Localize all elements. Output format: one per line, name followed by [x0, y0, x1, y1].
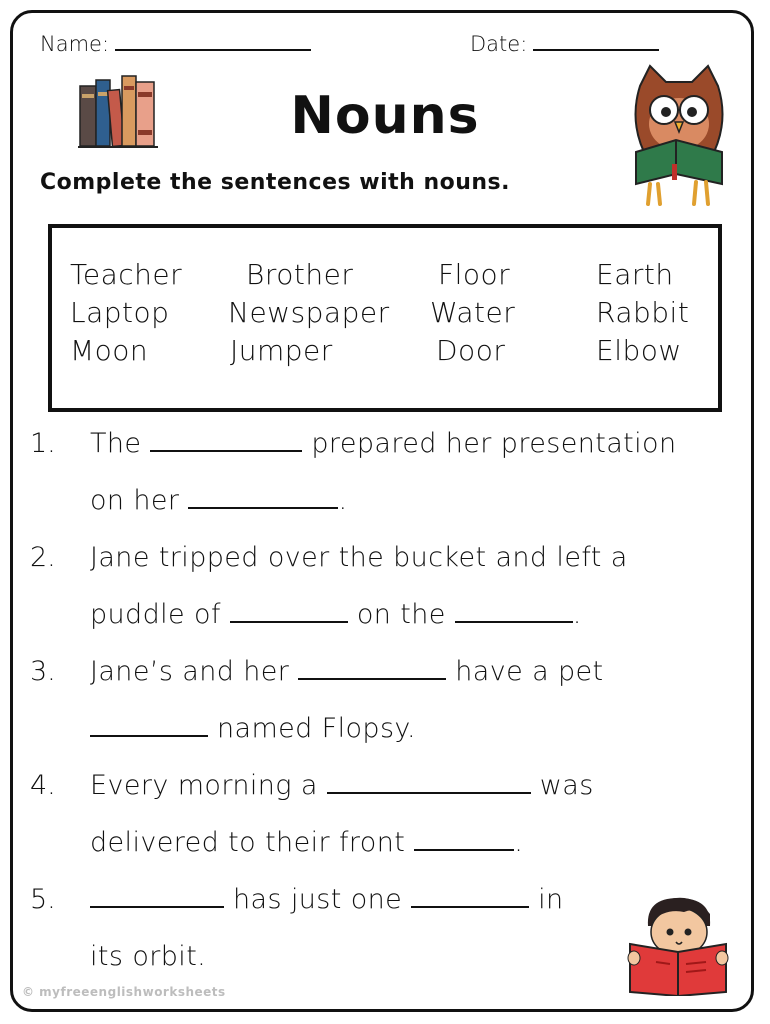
- answer-blank[interactable]: [414, 831, 514, 851]
- answer-blank[interactable]: [90, 717, 208, 737]
- sentence-text: have a pet: [455, 656, 604, 687]
- question-number: 5.: [30, 884, 56, 915]
- name-field: [40, 32, 311, 56]
- question-3-line-2: [90, 713, 416, 744]
- answer-blank[interactable]: [455, 603, 573, 623]
- sentence-text: .: [514, 827, 524, 858]
- sentence-text: on her: [90, 485, 180, 516]
- sentence-text: its orbit.: [90, 941, 207, 972]
- name-label: Name:: [40, 32, 110, 56]
- question-2-line-2: [90, 599, 582, 630]
- word-bank-item: Door: [436, 334, 506, 367]
- page-title: Nouns: [290, 86, 480, 146]
- question-2-line-1: [90, 542, 628, 573]
- word-bank-item: Jumper: [230, 334, 333, 367]
- instruction-text: Complete the sentences with nouns.: [40, 170, 510, 195]
- word-bank-item: Elbow: [596, 334, 682, 367]
- answer-blank[interactable]: [298, 660, 446, 680]
- sentence-text: has just one: [232, 884, 403, 915]
- sentence-text: puddle of: [90, 599, 221, 630]
- answer-blank[interactable]: [188, 489, 338, 509]
- word-bank-item: Earth: [596, 258, 674, 291]
- sentence-text: .: [572, 599, 582, 630]
- word-bank-item: Brother: [246, 258, 354, 291]
- sentence-text: on the: [356, 599, 446, 630]
- sentence-text: prepared her presentation: [311, 428, 677, 459]
- question-number: 3.: [30, 656, 56, 687]
- answer-blank[interactable]: [150, 432, 302, 452]
- sentence-text: Jane’s and her: [90, 656, 290, 687]
- question-3-line-1: [90, 656, 604, 687]
- question-1-line-1: [90, 428, 676, 459]
- question-1-line-2: [90, 485, 347, 516]
- word-bank-item: Laptop: [70, 296, 170, 329]
- word-bank-box: [48, 224, 722, 412]
- date-field: [470, 32, 659, 56]
- word-bank-item: Teacher: [70, 258, 183, 291]
- sentence-text: named Flopsy.: [216, 713, 416, 744]
- question-number: 1.: [30, 428, 56, 459]
- sentence-text: Jane tripped over the bucket and left a: [90, 542, 628, 573]
- word-bank-item: Newspaper: [228, 296, 390, 329]
- sentence-text: delivered to their front: [90, 827, 406, 858]
- question-4-line-1: [90, 770, 594, 801]
- date-label: Date:: [470, 32, 528, 56]
- question-4-line-2: [90, 827, 523, 858]
- watermark: © myfreeenglishworksheets: [22, 985, 226, 999]
- boy-reading-icon: [626, 892, 730, 996]
- word-bank-item: Moon: [70, 334, 149, 367]
- sentence-text: .: [338, 485, 348, 516]
- answer-blank[interactable]: [327, 774, 531, 794]
- answer-blank[interactable]: [90, 888, 224, 908]
- question-5-line-2: [90, 941, 206, 972]
- question-5-line-1: [90, 884, 564, 915]
- question-number: 4.: [30, 770, 56, 801]
- word-bank-item: Water: [430, 296, 516, 329]
- word-bank-item: Floor: [438, 258, 511, 291]
- question-number: 2.: [30, 542, 56, 573]
- answer-blank[interactable]: [230, 603, 348, 623]
- sentence-text: was: [539, 770, 594, 801]
- word-bank-item: Rabbit: [596, 296, 690, 329]
- date-line[interactable]: [533, 35, 659, 51]
- sentence-text: The: [90, 428, 142, 459]
- sentence-text: in: [538, 884, 564, 915]
- sentence-text: Every morning a: [90, 770, 318, 801]
- answer-blank[interactable]: [411, 888, 529, 908]
- name-line[interactable]: [115, 35, 311, 51]
